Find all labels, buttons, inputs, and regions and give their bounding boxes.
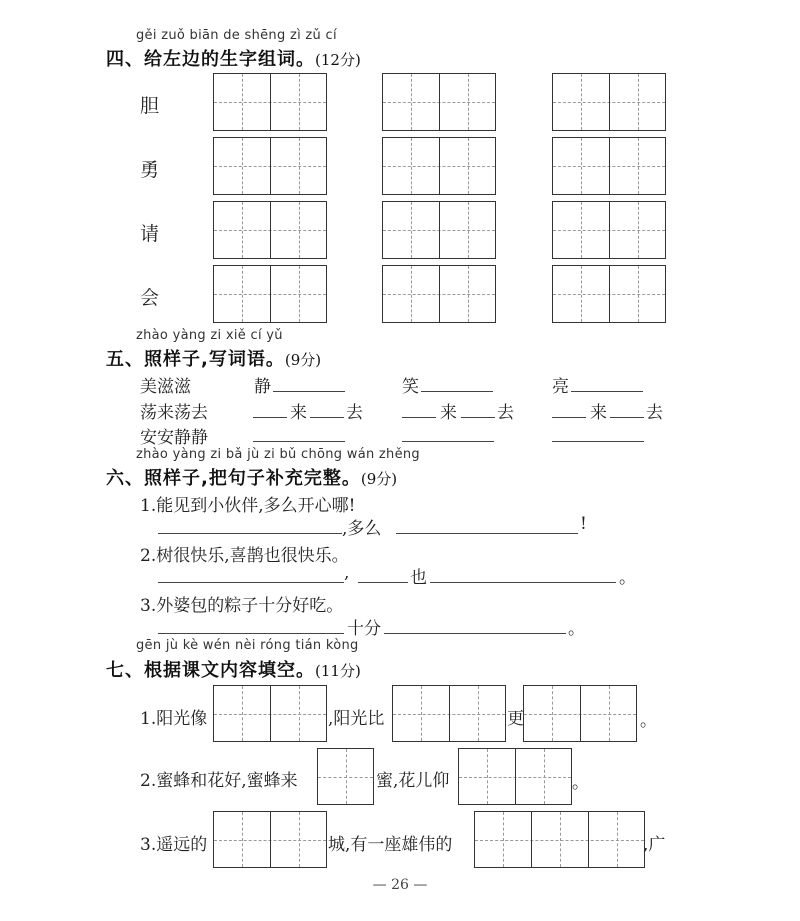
s7-line1-grid-1[interactable] xyxy=(213,685,327,742)
blank-qu-1a[interactable] xyxy=(310,417,344,418)
blank-row3-1[interactable] xyxy=(253,441,345,442)
blank-jing[interactable] xyxy=(273,391,345,392)
row2-qu-2: 去 xyxy=(497,403,514,423)
s6-item3-connector: 十分 xyxy=(347,619,381,639)
word-grid-r3-c2[interactable] xyxy=(382,201,496,259)
char-qing: 请 xyxy=(140,223,160,245)
s6-item2-comma: , xyxy=(344,563,350,583)
page-number: — 26 — xyxy=(372,877,428,893)
row2-lai-2: 来 xyxy=(440,403,457,423)
word-grid-r4-c2[interactable] xyxy=(382,265,496,323)
blank-lai-1a[interactable] xyxy=(253,417,287,418)
section5-heading xyxy=(106,345,321,371)
example-dangladangqu: 荡来荡去 xyxy=(140,403,208,423)
section4-pinyin: gěi zuǒ biān de shēng zì zǔ cí xyxy=(136,28,337,43)
s7-line1-a: 1.阳光像 xyxy=(140,709,208,729)
word-grid-r3-c3[interactable] xyxy=(552,201,666,259)
char-dan: 胆 xyxy=(140,95,160,117)
example-meizizi: 美滋滋 xyxy=(140,377,191,397)
s6-item2-blank-c[interactable] xyxy=(430,582,616,583)
word-grid-r2-c3[interactable] xyxy=(552,137,666,195)
blank-xiao[interactable] xyxy=(421,391,493,392)
s7-line1-c: 更 xyxy=(507,709,524,729)
section4-score: (12分) xyxy=(315,51,361,69)
s6-item3-blank-a[interactable] xyxy=(158,633,344,634)
row2-lai-3: 来 xyxy=(590,403,607,423)
s6-item2-blank-b[interactable] xyxy=(358,582,408,583)
section7-title: 七、根据课文内容填空。 xyxy=(106,660,315,681)
s7-line2-grid-2[interactable] xyxy=(458,748,572,805)
word-grid-r1-c3[interactable] xyxy=(552,73,666,131)
section6-score: (9分) xyxy=(360,470,398,488)
s7-line1-grid-2[interactable] xyxy=(392,685,506,742)
s7-line1-end: 。 xyxy=(640,711,657,731)
s7-line1-b: ,阳光比 xyxy=(328,709,385,729)
section5-title: 五、照样子,写词语。 xyxy=(106,349,285,370)
section6-heading xyxy=(106,464,397,490)
row2-lai-1: 来 xyxy=(290,403,307,423)
s6-item1-example: 1.能见到小伙伴,多么开心哪! xyxy=(140,496,356,516)
s6-item2-blank-a[interactable] xyxy=(158,582,344,583)
section7-score: (11分) xyxy=(315,662,361,680)
s7-line2-b: 蜜,花儿仰 xyxy=(376,771,450,791)
s6-item2-connector: 也 xyxy=(410,568,427,588)
blank-lai-3a[interactable] xyxy=(552,417,586,418)
example-anananjingjing: 安安静静 xyxy=(140,428,208,448)
word-grid-r2-c2[interactable] xyxy=(382,137,496,195)
blank-qu-2a[interactable] xyxy=(461,417,495,418)
s6-item2-end: 。 xyxy=(619,568,636,588)
word-grid-r2-c1[interactable] xyxy=(213,137,327,195)
char-yong: 勇 xyxy=(140,159,160,181)
s7-line3-end: ,广 xyxy=(643,835,666,855)
section4-title: 四、给左边的生字组词。 xyxy=(106,49,315,70)
section7-heading xyxy=(106,656,361,682)
section5-pinyin: zhào yàng zi xiě cí yǔ xyxy=(136,328,283,343)
row1-char-liang: 亮 xyxy=(552,377,569,397)
s6-item2-example: 2.树很快乐,喜鹊也很快乐。 xyxy=(140,546,349,566)
row2-qu-1: 去 xyxy=(346,403,363,423)
blank-qu-3a[interactable] xyxy=(610,417,644,418)
s7-line3-grid-2[interactable] xyxy=(474,811,645,868)
word-grid-r1-c2[interactable] xyxy=(382,73,496,131)
word-grid-r3-c1[interactable] xyxy=(213,201,327,259)
section5-score: (9分) xyxy=(284,351,322,369)
row1-char-jing: 静 xyxy=(254,377,271,397)
blank-lai-2a[interactable] xyxy=(402,417,436,418)
row1-char-xiao: 笑 xyxy=(402,377,419,397)
s6-item1-blank-a[interactable] xyxy=(158,533,342,534)
s7-line2-end: 。 xyxy=(572,773,589,793)
char-hui: 会 xyxy=(140,287,160,309)
s7-line1-grid-3[interactable] xyxy=(523,685,637,742)
s6-item1-blank-b[interactable] xyxy=(396,533,578,534)
s6-item3-end: 。 xyxy=(568,619,585,639)
s7-line3-b: 城,有一座雄伟的 xyxy=(328,835,453,855)
word-grid-r1-c1[interactable] xyxy=(213,73,327,131)
row2-qu-3: 去 xyxy=(646,403,663,423)
s6-item3-example: 3.外婆包的粽子十分好吃。 xyxy=(140,596,344,616)
blank-liang[interactable] xyxy=(571,391,643,392)
blank-row3-3[interactable] xyxy=(552,441,644,442)
word-grid-r4-c3[interactable] xyxy=(552,265,666,323)
s6-item1-connector: ,多么 xyxy=(342,519,382,539)
s7-line3-a: 3.遥远的 xyxy=(140,835,208,855)
s7-line2-grid-1[interactable] xyxy=(317,748,374,805)
s7-line3-grid-1[interactable] xyxy=(213,811,327,868)
section4-heading xyxy=(106,45,361,71)
s7-line2-a: 2.蜜蜂和花好,蜜蜂来 xyxy=(140,771,298,791)
section7-pinyin: gēn jù kè wén nèi róng tián kòng xyxy=(136,638,359,653)
word-grid-r4-c1[interactable] xyxy=(213,265,327,323)
blank-row3-2[interactable] xyxy=(402,441,494,442)
s6-item3-blank-b[interactable] xyxy=(384,633,566,634)
section6-pinyin: zhào yàng zi bǎ jù zi bǔ chōng wán zhěng xyxy=(136,447,420,462)
section6-title: 六、照样子,把句子补充完整。 xyxy=(106,468,361,489)
s6-item1-end: ! xyxy=(580,514,587,534)
